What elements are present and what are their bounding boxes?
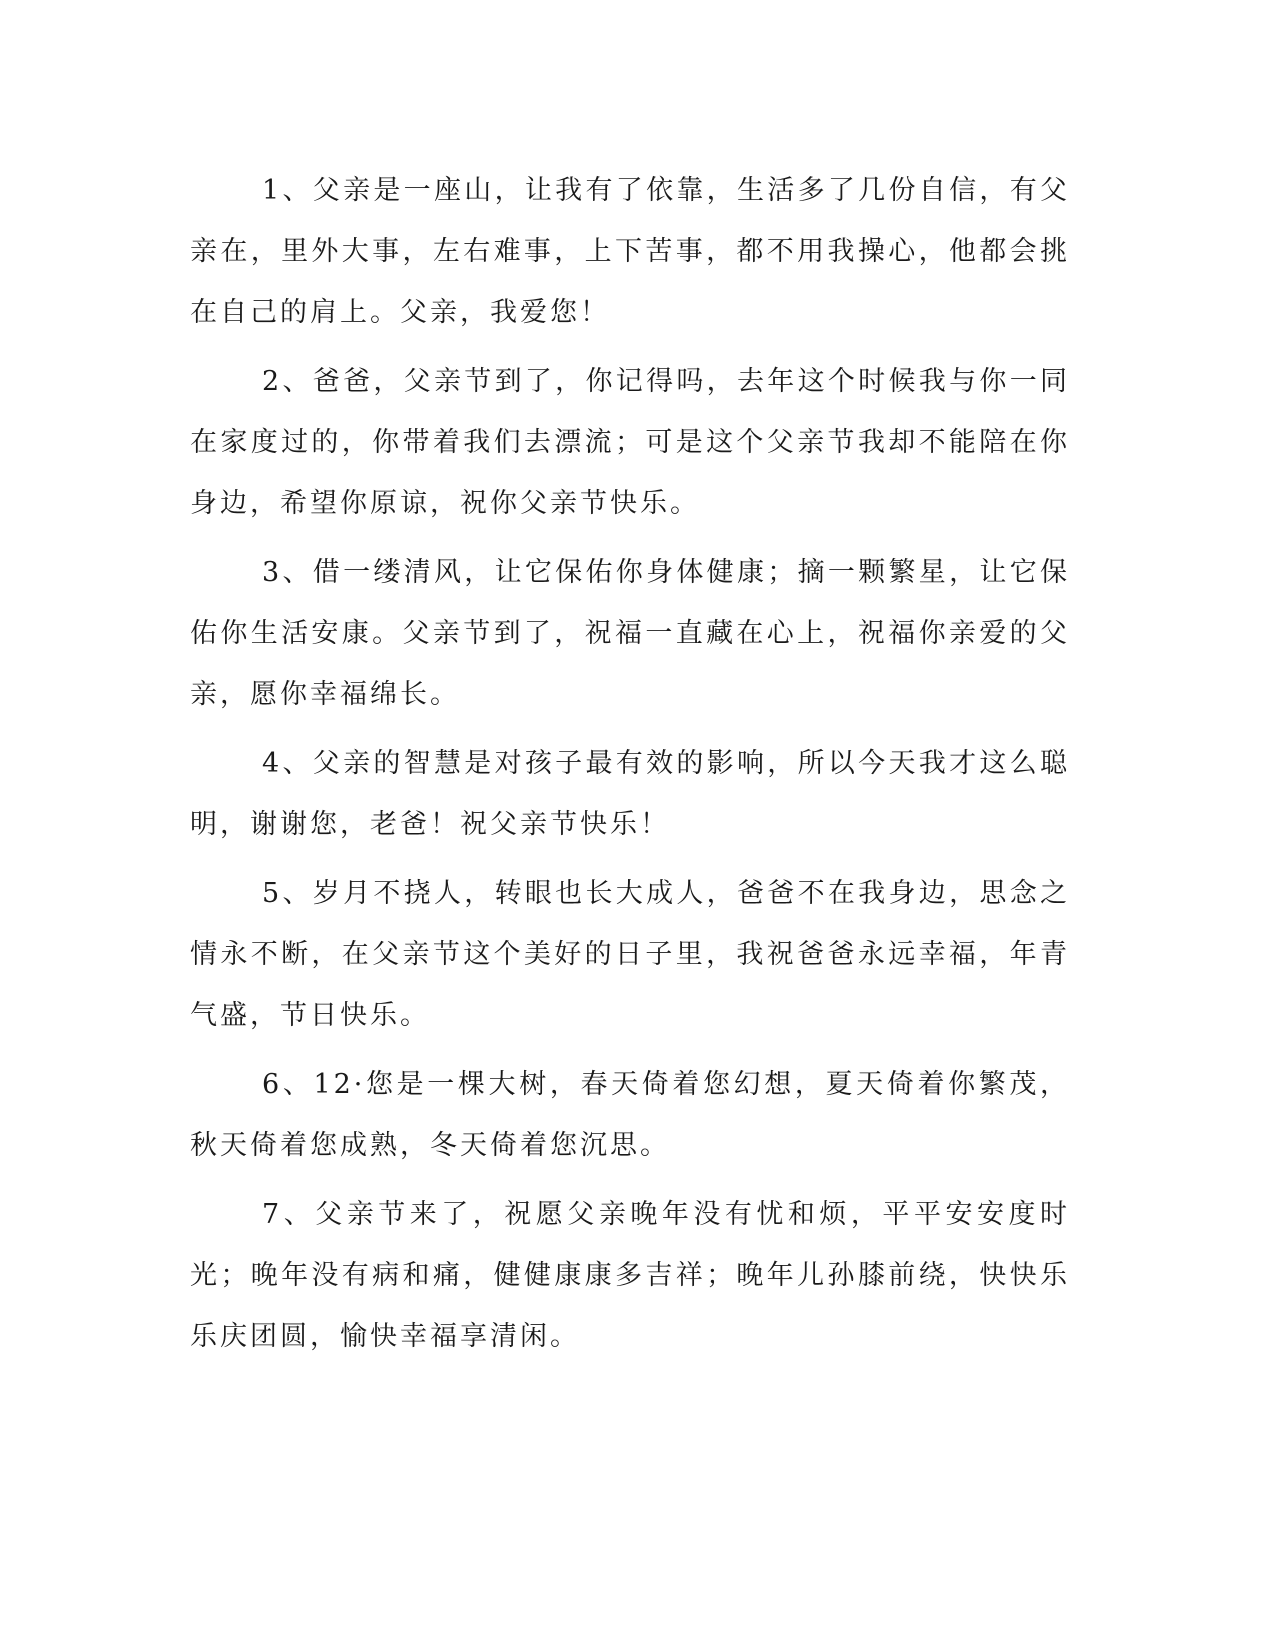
paragraph-2: 2、爸爸，父亲节到了，你记得吗，去年这个时候我与你一同在家度过的，你带着我们去漂流；可是这个父亲节我却不能陪在你身边，希望你原谅，祝你父亲节快乐。 [190,366,1070,519]
document-body [190,160,1070,1375]
paragraph-5: 5、岁月不挠人，转眼也长大成人，爸爸不在我身边，思念之情永不断，在父亲节这个美好的日子里，我祝爸爸永远幸福，年青气盛，节日快乐。 [190,878,1070,1031]
paragraph-1: 1、父亲是一座山，让我有了依靠，生活多了几份自信，有父亲在，里外大事，左右难事，上下苦事，都不用我操心，他都会挑在自己的肩上。父亲，我爱您！ [190,175,1070,328]
paragraph-6: 6、12·您是一棵大树，春天倚着您幻想，夏天倚着你繁茂，秋天倚着您成熟，冬天倚着您沉思。 [190,1069,1070,1161]
paragraph-3: 3、借一缕清风，让它保佑你身体健康；摘一颗繁星，让它保佑你生活安康。父亲节到了，祝福一直藏在心上，祝福你亲爱的父亲，愿你幸福绵长。 [190,557,1070,710]
paragraph-4: 4、父亲的智慧是对孩子最有效的影响，所以今天我才这么聪明，谢谢您，老爸！祝父亲节快乐！ [190,748,1070,840]
paragraph-7: 7、父亲节来了，祝愿父亲晚年没有忧和烦，平平安安度时光；晚年没有病和痛，健健康康多吉祥；晚年儿孙膝前绕，快快乐乐庆团圆，愉快幸福享清闲。 [190,1199,1070,1352]
